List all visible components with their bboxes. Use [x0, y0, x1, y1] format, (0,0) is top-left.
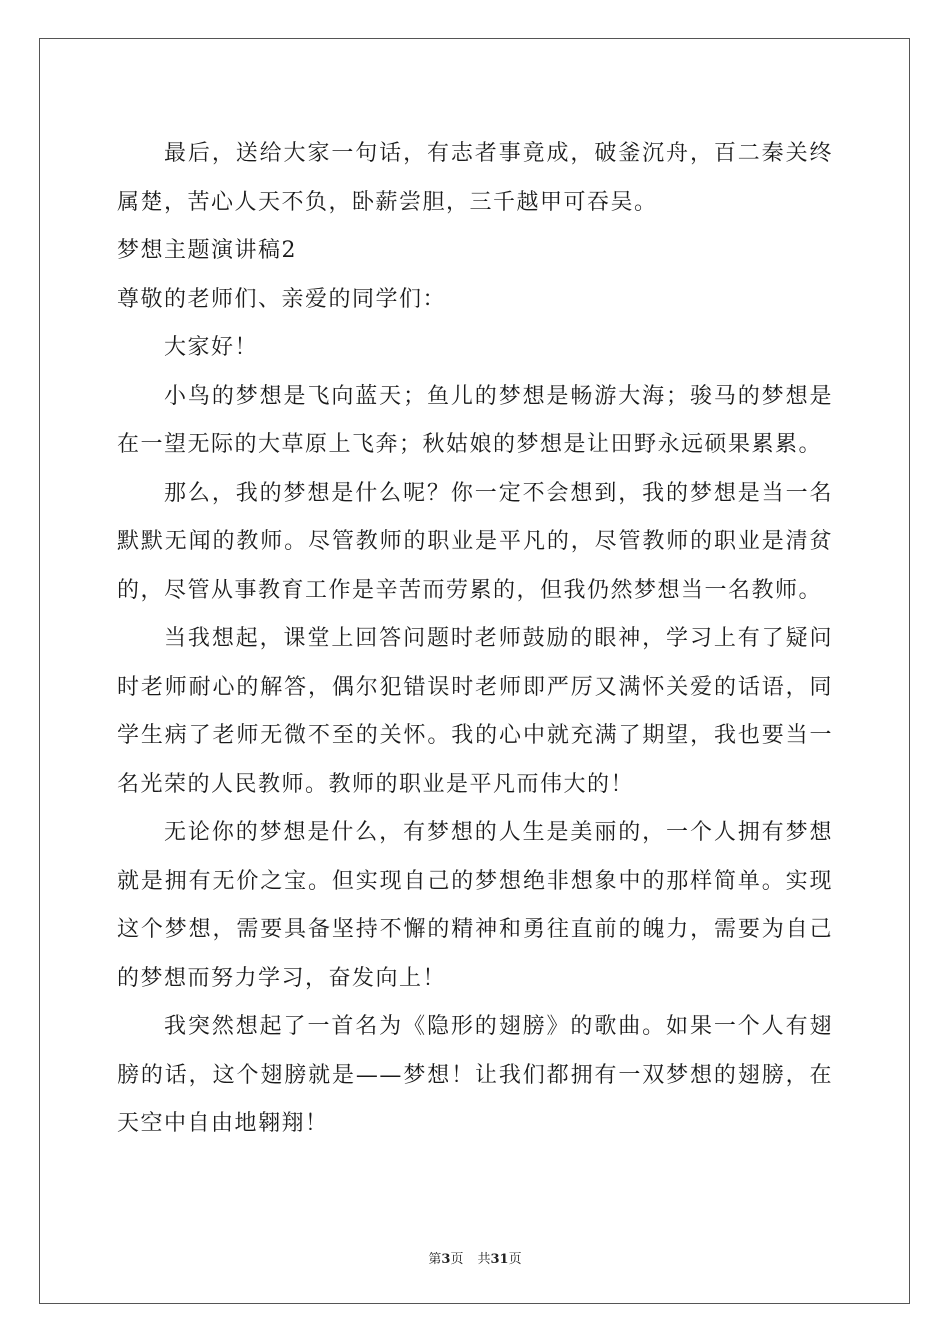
paragraph: 当我想起，课堂上回答问题时老师鼓励的眼神，学习上有了疑问时老师耐心的解答，偶尔犯错误时老师即严厉又满怀关爱的话语，同学生病了老师无微不至的关怀。我的心中就充满了期望，我也要当一名光荣的人民教师。教师的职业是平凡而伟大的！: [117, 626, 833, 797]
salutation: 尊敬的老师们、亲爱的同学们：: [117, 286, 447, 312]
page-footer: [0, 1248, 950, 1267]
page-prefix: 第: [428, 1252, 442, 1267]
page-number: 3: [441, 1252, 451, 1267]
greeting: 大家好！: [164, 335, 259, 360]
paragraph-closing: 最后，送给大家一句话，有志者事竟成，破釜沉舟，百二秦关终属楚，苦心人天不负，卧薪尝胆，三千越甲可吞吴。: [117, 141, 833, 215]
total-pages: 31: [490, 1252, 509, 1267]
paragraph: 小鸟的梦想是飞向蓝天；鱼儿的梦想是畅游大海；骏马的梦想是在一望无际的大草原上飞奔；秋姑娘的梦想是让田野永远硕果累累。: [117, 383, 833, 457]
document-body: [117, 130, 833, 1149]
paragraph: 我突然想起了一首名为《隐形的翅膀》的歌曲。如果一个人有翅膀的话，这个翅膀就是——梦想！让我们都拥有一双梦想的翅膀，在天空中自由地翱翔！: [117, 1014, 833, 1136]
total-suffix: 页: [508, 1252, 522, 1267]
paragraph: 那么，我的梦想是什么呢？你一定不会想到，我的梦想是当一名默默无闻的教师。尽管教师的职业是平凡的，尽管教师的职业是清贫的，尽管从事教育工作是辛苦而劳累的，但我仍然梦想当一名教师。: [117, 480, 833, 603]
total-prefix: 共: [477, 1252, 491, 1267]
section-title: 梦想主题演讲稿2: [117, 238, 297, 263]
paragraph: 无论你的梦想是什么，有梦想的人生是美丽的，一个人拥有梦想就是拥有无价之宝。但实现自己的梦想绝非想象中的那样简单。实现这个梦想，需要具备坚持不懈的精神和勇往直前的魄力，需要为自己的梦想而努力学习，奋发向上！: [117, 820, 833, 991]
page-suffix: 页: [450, 1252, 464, 1267]
